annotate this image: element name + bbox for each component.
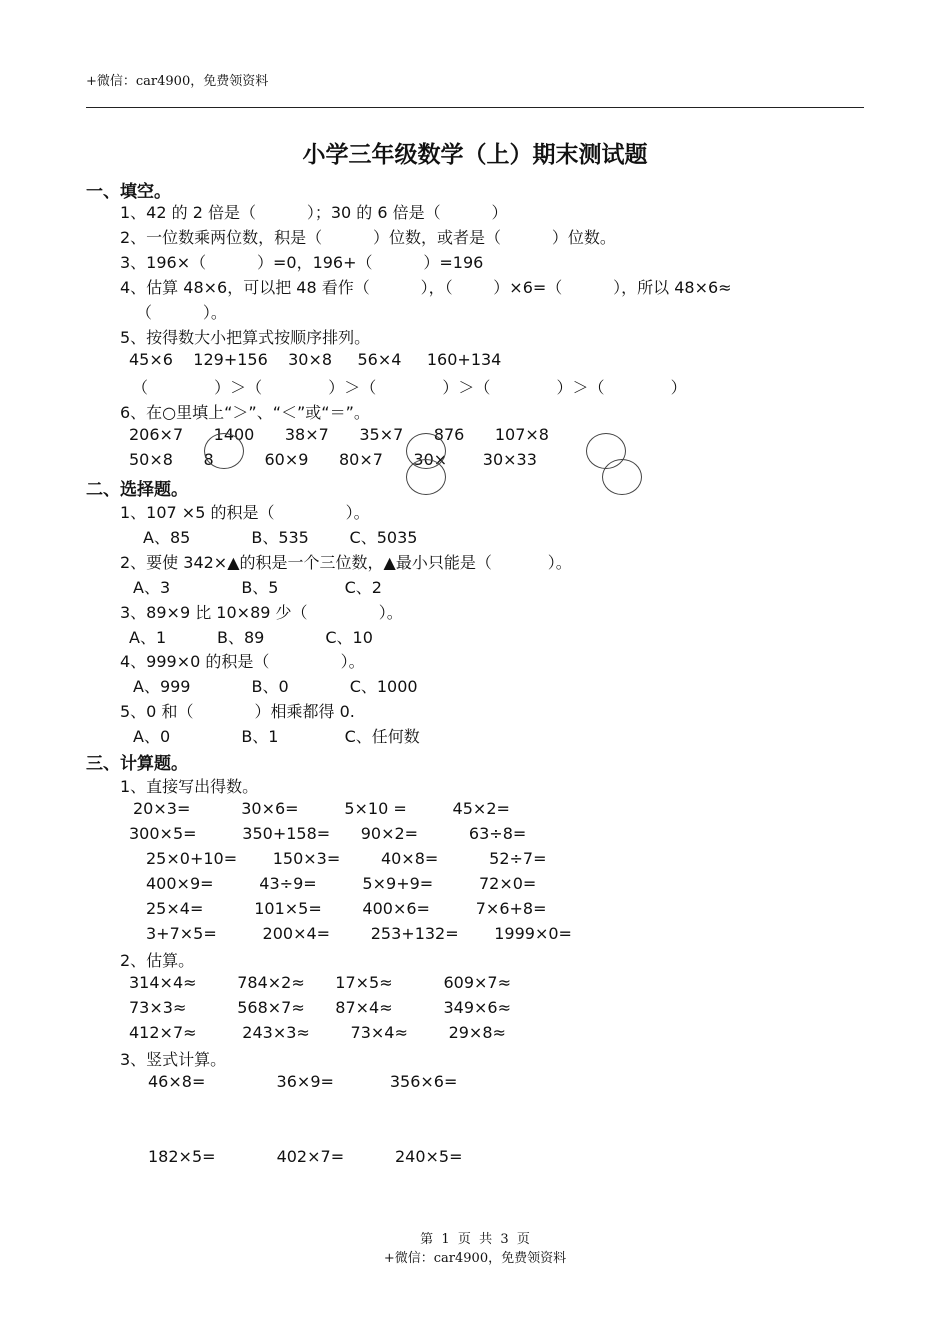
- compare-circle: [204, 433, 244, 469]
- calc-row: 25×4= 101×5= 400×6= 7×6+8=: [146, 899, 547, 918]
- section-choice-heading: 二、选择题。: [86, 480, 188, 500]
- page-title: 小学三年级数学（上）期末测试题: [302, 142, 648, 168]
- calc-part-1-title: 1、直接写出得数。: [120, 777, 259, 796]
- section-calculation-heading: 三、计算题。: [86, 754, 188, 774]
- calc-row: 400×9= 43÷9= 5×9+9= 72×0=: [146, 874, 537, 893]
- calc-row: 20×3= 30×6= 5×10 = 45×2=: [133, 799, 510, 818]
- compare-circle: [406, 459, 446, 495]
- question-1-5-blanks: （ ）＞（ ）＞（ ）＞（ ）＞（ ）: [132, 378, 687, 397]
- question-1-2: 2、一位数乘两位数，积是（ ）位数，或者是（ ）位数。: [120, 228, 616, 247]
- question-2-2: 2、要使 342×▲的积是一个三位数，▲最小只能是（ ）。: [120, 553, 572, 572]
- page-number: 第 1 页 共 3 页: [420, 1232, 530, 1247]
- question-2-1: 1、107 ×5 的积是（ ）。: [120, 503, 370, 522]
- question-2-3: 3、89×9 比 10×89 少（ ）。: [120, 603, 403, 622]
- question-2-4-options: A、999 B、0 C、1000: [133, 677, 418, 696]
- footer-watermark: +微信：car4900，免费领资料: [383, 1251, 567, 1266]
- question-2-2-options: A、3 B、5 C、2: [133, 578, 382, 597]
- question-2-4: 4、999×0 的积是（ ）。: [120, 652, 365, 671]
- estimate-row: 314×4≈ 784×2≈ 17×5≈ 609×7≈: [129, 973, 512, 992]
- question-1-3: 3、196×（ ）=0，196+（ ）=196: [120, 253, 484, 272]
- question-2-5-options: A、0 B、1 C、任何数: [133, 727, 420, 746]
- calc-row: 3+7×5= 200×4= 253+132= 1999×0=: [146, 924, 572, 943]
- calc-row: 300×5= 350+158= 90×2= 63÷8=: [129, 824, 527, 843]
- question-2-3-options: A、1 B、89 C、10: [129, 628, 373, 647]
- vertical-calc-row2: 182×5= 402×7= 240×5=: [148, 1147, 463, 1166]
- question-1-6: 6、在○里填上“＞”、“＜”或“＝”。: [120, 403, 370, 422]
- question-2-5: 5、0 和（ ）相乘都得 0.: [120, 702, 355, 721]
- question-1-5-expressions: 45×6 129+156 30×8 56×4 160+134: [129, 350, 502, 369]
- calc-part-3-title: 3、竖式计算。: [120, 1050, 227, 1069]
- question-1-1: 1、42 的 2 倍是（ ）；30 的 6 倍是（ ）: [120, 203, 508, 222]
- question-1-6-row1: 206×7 1400 38×7 35×7 876 107×8: [129, 425, 549, 444]
- compare-circle: [602, 459, 642, 495]
- estimate-row: 73×3≈ 568×7≈ 87×4≈ 349×6≈: [129, 998, 511, 1017]
- calc-row: 25×0+10= 150×3= 40×8= 52÷7=: [146, 849, 547, 868]
- question-1-4b: （ ）。: [136, 303, 227, 322]
- vertical-calc-row1: 46×8= 36×9= 356×6=: [148, 1072, 458, 1091]
- header-watermark: +微信：car4900，免费领资料: [86, 74, 269, 89]
- question-2-1-options: A、85 B、535 C、5035: [143, 528, 418, 547]
- question-1-5: 5、按得数大小把算式按顺序排列。: [120, 328, 371, 347]
- header-rule: [86, 107, 864, 108]
- question-1-4a: 4、估算 48×6，可以把 48 看作（ ），（ ）×6=（ ），所以 48×6≈: [120, 278, 732, 297]
- estimate-row: 412×7≈ 243×3≈ 73×4≈ 29×8≈: [129, 1023, 506, 1042]
- section-fill-blank-heading: 一、填空。: [86, 182, 171, 202]
- calc-part-2-title: 2、估算。: [120, 951, 195, 970]
- question-1-6-row2: 50×8 8 60×9 80×7 30× 30×33: [129, 450, 537, 469]
